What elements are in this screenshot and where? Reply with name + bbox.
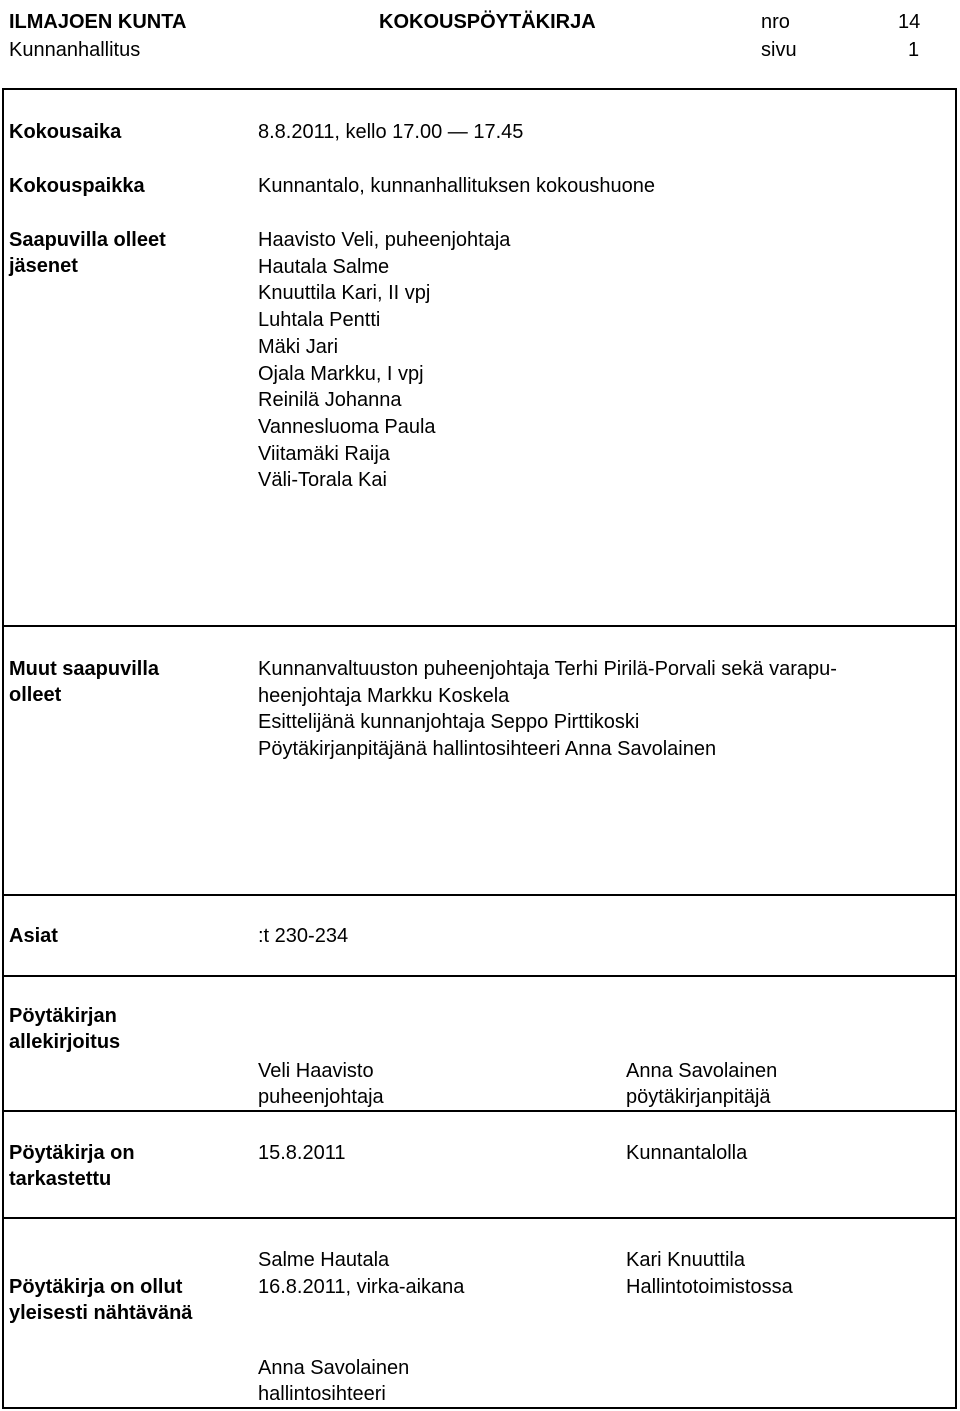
certifier-name: Anna Savolainen	[258, 1357, 410, 1379]
frame-top-line	[2, 88, 956, 90]
others-label	[9, 656, 159, 708]
others-list	[258, 656, 837, 763]
member-item: Mäki Jari	[258, 335, 339, 358]
secretary-name: Anna Savolainen	[626, 1060, 778, 1082]
divider-line	[2, 625, 956, 627]
public-label-line: Pöytäkirja on ollut	[9, 1276, 183, 1298]
member-item: Luhtala Pentti	[258, 309, 381, 332]
signature-label-line: allekirjoitus	[9, 1031, 121, 1053]
number-value: 14	[898, 11, 921, 33]
others-label-line: Muut saapuvilla	[9, 658, 160, 680]
review-place: Kunnantalolla	[626, 1142, 748, 1164]
signature-label-line: Pöytäkirjan	[9, 1005, 117, 1027]
review-label	[9, 1140, 135, 1192]
number-label: nro	[761, 11, 790, 33]
member-item: Viitamäki Raija	[258, 442, 390, 465]
page-label: sivu	[761, 39, 797, 61]
meeting-place-label: Kokouspaikka	[9, 175, 145, 197]
document-type: KOKOUSPÖYTÄKIRJA	[379, 11, 596, 33]
member-item: Knuuttila Kari, II vpj	[258, 282, 431, 305]
members-label-line: jäsenet	[9, 255, 78, 277]
chair-signature	[258, 1058, 384, 1110]
review-date: 15.8.2011	[258, 1142, 346, 1164]
public-date: 16.8.2011, virka-aikana	[258, 1276, 465, 1298]
members-list	[258, 227, 510, 494]
items-label: Asiat	[9, 925, 58, 947]
member-item: Väli-Torala Kai	[258, 469, 387, 492]
governing-body: Kunnanhallitus	[9, 39, 141, 61]
chair-name: Veli Haavisto	[258, 1060, 374, 1082]
divider-line	[2, 1217, 956, 1219]
reviewer-2: Kari Knuuttila	[626, 1249, 745, 1271]
public-label	[9, 1274, 192, 1326]
divider-line	[2, 1110, 956, 1112]
reviewer-1: Salme Hautala	[258, 1249, 390, 1271]
members-label-line: Saapuvilla olleet	[9, 229, 166, 251]
member-item: Haavisto Veli, puheenjohtaja	[258, 229, 511, 251]
meeting-time-value: 8.8.2011, kello 17.00 — 17.45	[258, 121, 524, 143]
member-item: Hautala Salme	[258, 255, 390, 278]
others-line: heenjohtaja Markku Koskela	[258, 684, 510, 707]
review-label-line: tarkastettu	[9, 1168, 112, 1190]
frame-left-line	[2, 88, 4, 1409]
page-value: 1	[908, 39, 920, 61]
secretary-signature	[626, 1058, 777, 1110]
signature-label	[9, 1003, 120, 1055]
member-item: Reinilä Johanna	[258, 389, 402, 412]
others-line: Esittelijänä kunnanjohtaja Seppo Pirttikoski	[258, 711, 640, 734]
divider-line	[2, 894, 956, 896]
others-line: Pöytäkirjanpitäjänä hallintosihteeri Anna Savolainen	[258, 738, 717, 761]
frame-right-line	[955, 88, 957, 1409]
member-item: Ojala Markku, I vpj	[258, 362, 424, 385]
divider-line	[2, 975, 956, 977]
members-label	[9, 227, 166, 279]
meeting-time-label: Kokousaika	[9, 121, 122, 143]
public-place: Hallintotoimistossa	[626, 1276, 793, 1298]
others-line: Kunnanvaltuuston puheenjohtaja Terhi Pirilä-Porvali sekä varapu-	[258, 658, 837, 680]
municipality-name: ILMAJOEN KUNTA	[9, 11, 187, 33]
secretary-role: pöytäkirjanpitäjä	[626, 1086, 771, 1108]
frame-bottom-line	[2, 1407, 956, 1409]
others-label-line: olleet	[9, 684, 62, 706]
review-label-line: Pöytäkirja on	[9, 1142, 135, 1164]
certifier	[258, 1355, 409, 1407]
public-label-line: yleisesti nähtävänä	[9, 1302, 193, 1324]
chair-role: puheenjohtaja	[258, 1086, 384, 1108]
meeting-place-value: Kunnantalo, kunnanhallituksen kokoushuone	[258, 175, 655, 197]
certifier-role: hallintosihteeri	[258, 1383, 386, 1405]
member-item: Vannesluoma Paula	[258, 415, 436, 438]
items-value: :t 230-234	[258, 925, 349, 947]
